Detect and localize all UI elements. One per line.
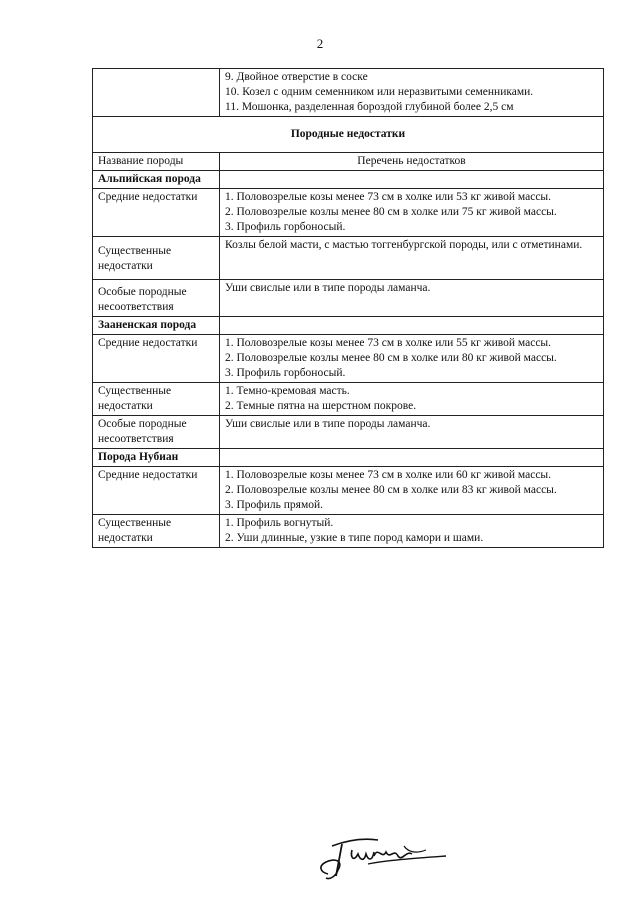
fault-item: Уши свислые или в типе породы ламанча. xyxy=(225,418,431,430)
fault-item: 3. Профиль горбоносый. xyxy=(225,367,346,379)
fault-item: 2. Половозрелые козлы менее 80 см в холке или 80 кг живой массы. xyxy=(225,352,557,364)
continuation-empty-cell xyxy=(93,69,220,117)
fault-list xyxy=(220,383,604,416)
fault-item: 1. Половозрелые козы менее 73 см в холке или 53 кг живой массы. xyxy=(225,191,552,203)
page-number: 2 xyxy=(316,36,324,51)
fault-category: Особые породные несоответствия xyxy=(93,416,220,449)
breed-name: Зааненская порода xyxy=(93,317,220,335)
continuation-line: 11. Мошонка, разделенная бороздой глубиной более 2,5 см xyxy=(225,101,514,113)
fault-row xyxy=(93,383,604,416)
breed-name: Альпийская порода xyxy=(93,171,220,189)
fault-list xyxy=(220,515,604,548)
header-row xyxy=(93,153,604,171)
fault-row xyxy=(93,237,604,280)
fault-item: 1. Профиль вогнутый. xyxy=(225,517,334,529)
fault-item: Уши свислые или в типе породы ламанча. xyxy=(225,282,431,294)
fault-item: 3. Профиль горбоносый. xyxy=(225,221,346,233)
fault-category: Существенные недостатки xyxy=(93,383,220,416)
section-title: Породные недостатки xyxy=(93,117,604,153)
continuation-cell xyxy=(220,69,604,117)
fault-list xyxy=(220,416,604,449)
fault-row xyxy=(93,189,604,237)
fault-list xyxy=(220,280,604,317)
fault-list xyxy=(220,467,604,515)
fault-row xyxy=(93,515,604,548)
fault-item: 1. Половозрелые козы менее 73 см в холке или 55 кг живой массы. xyxy=(225,337,552,349)
breed-empty-cell xyxy=(220,449,604,467)
fault-row xyxy=(93,467,604,515)
fault-category: Средние недостатки xyxy=(93,467,220,515)
fault-item: Козлы белой масти, с мастью тоггенбургской породы, или с отметинами. xyxy=(225,239,583,251)
breed-empty-cell xyxy=(220,171,604,189)
continuation-line: 10. Козел с одним семенником или неразвитыми семенниками. xyxy=(225,86,534,98)
breed-row xyxy=(93,449,604,467)
fault-row xyxy=(93,280,604,317)
fault-item: 3. Профиль прямой. xyxy=(225,499,324,511)
continuation-row xyxy=(93,69,604,117)
fault-row xyxy=(93,335,604,383)
fault-category: Особые породные несоответствия xyxy=(93,280,220,317)
fault-category: Существенные недостатки xyxy=(93,515,220,548)
fault-list xyxy=(220,335,604,383)
breed-row xyxy=(93,317,604,335)
fault-item: 2. Уши длинные, узкие в типе пород камори и шами. xyxy=(225,532,484,544)
fault-category: Средние недостатки xyxy=(93,189,220,237)
fault-item: 2. Половозрелые козлы менее 80 см в холке или 75 кг живой массы. xyxy=(225,206,557,218)
fault-item: 1. Половозрелые козы менее 73 см в холке или 60 кг живой массы. xyxy=(225,469,552,481)
header-faults: Перечень недостатков xyxy=(220,153,604,171)
breed-row xyxy=(93,171,604,189)
fault-list xyxy=(220,237,604,280)
continuation-line: 9. Двойное отверстие в соске xyxy=(225,71,368,83)
breed-name: Порода Нубиан xyxy=(93,449,220,467)
fault-row xyxy=(93,416,604,449)
fault-item: 2. Темные пятна на шерстном покрове. xyxy=(225,400,417,412)
breed-empty-cell xyxy=(220,317,604,335)
fault-item: 2. Половозрелые козлы менее 80 см в холке или 83 кг живой массы. xyxy=(225,484,557,496)
fault-list xyxy=(220,189,604,237)
faults-table xyxy=(92,68,604,548)
fault-category: Средние недостатки xyxy=(93,335,220,383)
header-breed: Название породы xyxy=(93,153,220,171)
fault-item: 1. Темно-кремовая масть. xyxy=(225,385,350,397)
section-title-row xyxy=(93,117,604,153)
fault-category: Существенные недостатки xyxy=(93,237,220,280)
handwritten-signature xyxy=(308,826,458,886)
